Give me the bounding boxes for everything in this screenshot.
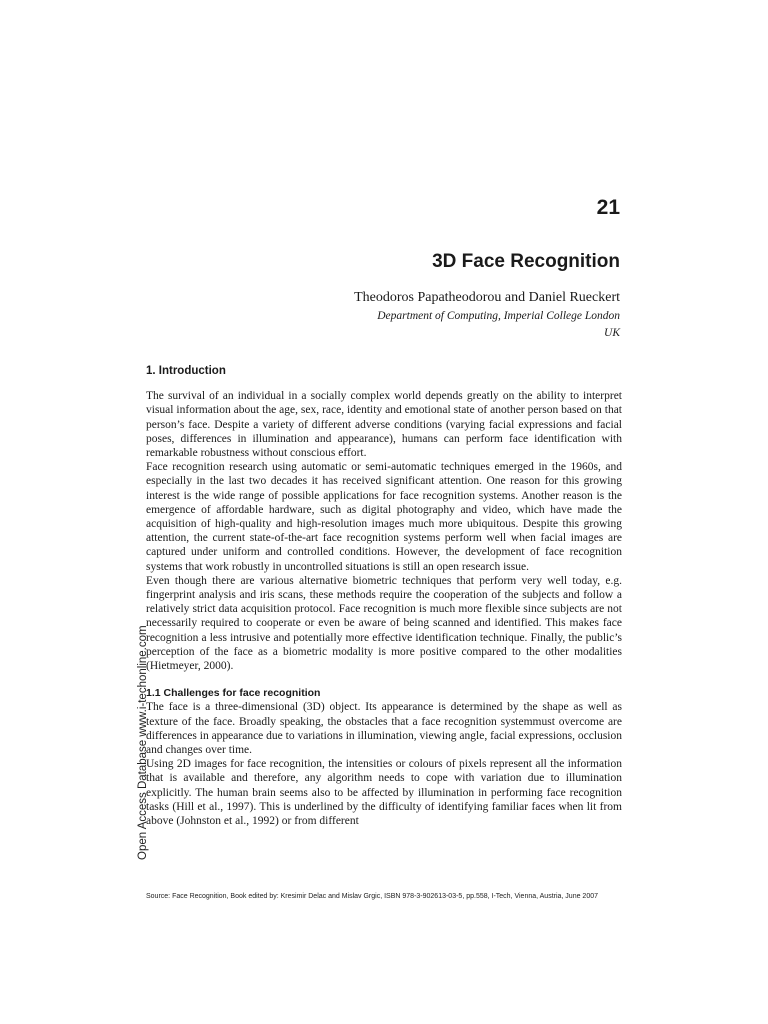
chapter-body (146, 364, 622, 828)
source-footnote: Source: Face Recognition, Book edited by: Kresimir Delac and Mislav Grgic, ISBN 978-3-902613-03-5, pp.558, I-Tech, Vienna, Austria, June 2007 (146, 893, 599, 900)
affiliation-country: UK (604, 327, 620, 339)
subsection-heading: 1.1 Challenges for face recognition (146, 687, 321, 700)
side-watermark: Open Access Database www.i-techonline.com (137, 625, 149, 860)
chapter-number: 21 (596, 196, 620, 219)
affiliation-line: Department of Computing, Imperial College London (377, 310, 620, 322)
chapter-title: 3D Face Recognition (432, 251, 620, 272)
paragraph: The survival of an individual in a socially complex world depends greatly on the ability to interpret visual information about the age, sex, race, identity and emotional state of another person based on that person’s face. Despite a variety of different adverse conditions (varying facial expressions and facial poses, differences in illumination and appearance), humans can perform face identification with remarkable robustness without conscious effort. (146, 390, 622, 460)
author-affiliation (377, 308, 620, 342)
chapter-authors: Theodoros Papatheodorou and Daniel Rueckert (354, 290, 620, 305)
paragraph: Even though there are various alternative biometric techniques that perform very well today, e.g. fingerprint analysis and iris scans, these methods require the cooperation of the subjects and follow a relatively strict data acquisition protocol. Face recognition is much more flexible since subjects are not necessarily required to cooperate or even be aware of being scanned and identified. This makes face recognition a less intrusive and potentially more effective identification technique. Finally, the public’s perception of the face as a biometric modality is more positive compared to the other modalities (Hietmeyer, 2000). (146, 574, 622, 673)
paragraph: Using 2D images for face recognition, the intensities or colours of pixels represent all the information that is available and therefore, any algorithm needs to cope with variation due to illumination explicitly. The human brain seems also to be affected by illumination in performing face recognition tasks (Hill et al., 1997). This is underlined by the difficulty of identifying familiar faces when lit from above (Johnston et al., 1992) or from different (146, 758, 622, 828)
paragraph: The face is a three-dimensional (3D) object. Its appearance is determined by the shape as well as texture of the face. Broadly speaking, the obstacles that a face recognition systemmust overcome are differences in appearance due to variations in illumination, viewing angle, facial expressions, occlusion and changes over time. (146, 701, 622, 757)
paragraph: Face recognition research using automatic or semi-automatic techniques emerged in the 1960s, and especially in the last two decades it has received significant attention. One reason for this growing interest is the wide range of possible applications for face recognition systems. Another reason is the emergence of affordable hardware, such as digital photography and video, which have made the acquisition of high-quality and high-resolution images much more ubiquitous. Despite this growing attention, the current state-of-the-art face recognition systems perform well when facial images are captured under uniform and controlled conditions. However, the development of face recognition systems that work robustly in uncontrolled situations is still an open research issue. (146, 461, 622, 573)
section-heading: 1. Introduction (146, 365, 226, 377)
